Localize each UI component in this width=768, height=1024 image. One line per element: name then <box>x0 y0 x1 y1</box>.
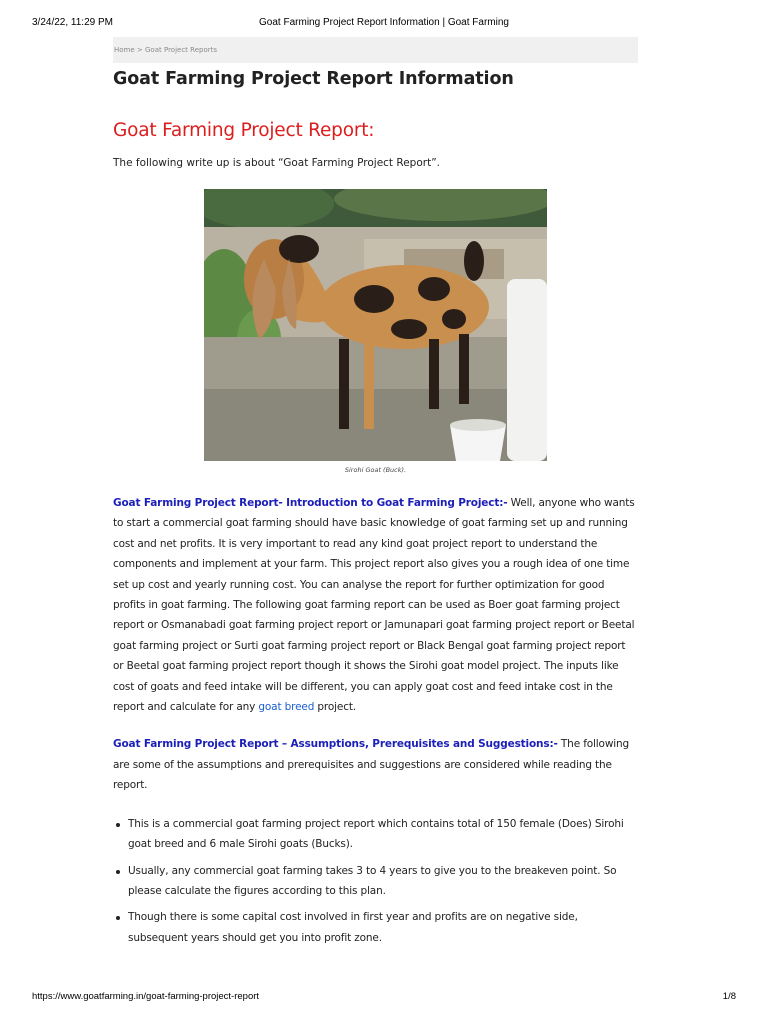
list-item <box>128 861 638 902</box>
list-item-text: Though there is some capital cost involved in first year and profits are on negative side, subsequent years should get you into profit zone. <box>128 911 578 944</box>
breadcrumb-current-link[interactable]: Goat Project Reports <box>145 46 217 54</box>
list-item <box>128 907 638 948</box>
breadcrumb-separator: > <box>134 46 145 54</box>
goat-breed-link[interactable]: goat breed <box>258 701 315 714</box>
paragraph-intro-tail: project. <box>314 701 356 714</box>
print-url: https://www.goatfarming.in/goat-farming-project-report <box>32 991 260 1002</box>
article <box>113 37 638 954</box>
section-title: Goat Farming Project Report: <box>113 120 375 141</box>
print-header <box>32 17 736 31</box>
print-datetime: 3/24/22, 11:29 PM <box>32 17 113 28</box>
page-title: Goat Farming Project Report Information <box>113 69 514 89</box>
paragraph-intro-body: Well, anyone who wants to start a commercial goat farming should have basic knowledge of goat farming set up and running cost and net profits. It is very important to read any kind goat project report to understand the components and implement at your farm. This project report also gives you a rough idea of one time set up cost and yearly running cost. You can analyse the report for further optimization for good profits in goat farming. The following goat farming report can be used as Boer goat farming project report or Osmanabadi goat farming project report or Jamunapari goat farming project report or Beetal goat farming project or Surti goat farming project report or Black Bengal goat farming project report or Beetal goat farming project report though it shows the Sirohi goat model project. The inputs like cost of goats and feed intake will be different, you can apply goat cost and feed intake cost in the report and calculate for any <box>113 497 635 714</box>
bullet-icon <box>116 916 120 920</box>
goat-photo <box>204 189 547 461</box>
page-number: 1/8 <box>722 991 736 1002</box>
list-item-text: Usually, any commercial goat farming takes 3 to 4 years to give you to the breakeven point. So please calculate the figures according to this plan. <box>128 864 617 897</box>
paragraph-intro-lead: Goat Farming Project Report- Introduction to Goat Farming Project:- <box>113 497 508 509</box>
list-item <box>128 814 638 855</box>
figure-caption: Sirohi Goat (Buck). <box>344 466 407 474</box>
print-footer <box>32 991 736 1003</box>
paragraph-assumptions <box>113 734 638 795</box>
intro-text: The following write up is about “Goat Farming Project Report”. <box>113 157 440 169</box>
paragraph-assumptions-lead: Goat Farming Project Report – Assumptions, Prerequisites and Suggestions:- <box>113 738 558 751</box>
paragraph-intro <box>113 493 638 717</box>
goat-figure <box>113 189 638 474</box>
bullet-icon <box>116 823 120 827</box>
breadcrumb-home-link[interactable]: Home <box>114 46 135 54</box>
bullet-icon <box>116 870 120 874</box>
list-item-text: This is a commercial goat farming project report which contains total of 150 female (Does) Sirohi goat breed and 6 male Sirohi goats (Bucks). <box>128 817 624 851</box>
paragraph-assumptions-body: The following are some of the assumptions and prerequisites and suggestions are considered while reading the report. <box>113 738 630 792</box>
assumptions-list <box>113 814 638 948</box>
print-page-title: Goat Farming Project Report Information | Goat Farming <box>259 17 509 28</box>
breadcrumb <box>113 37 638 63</box>
